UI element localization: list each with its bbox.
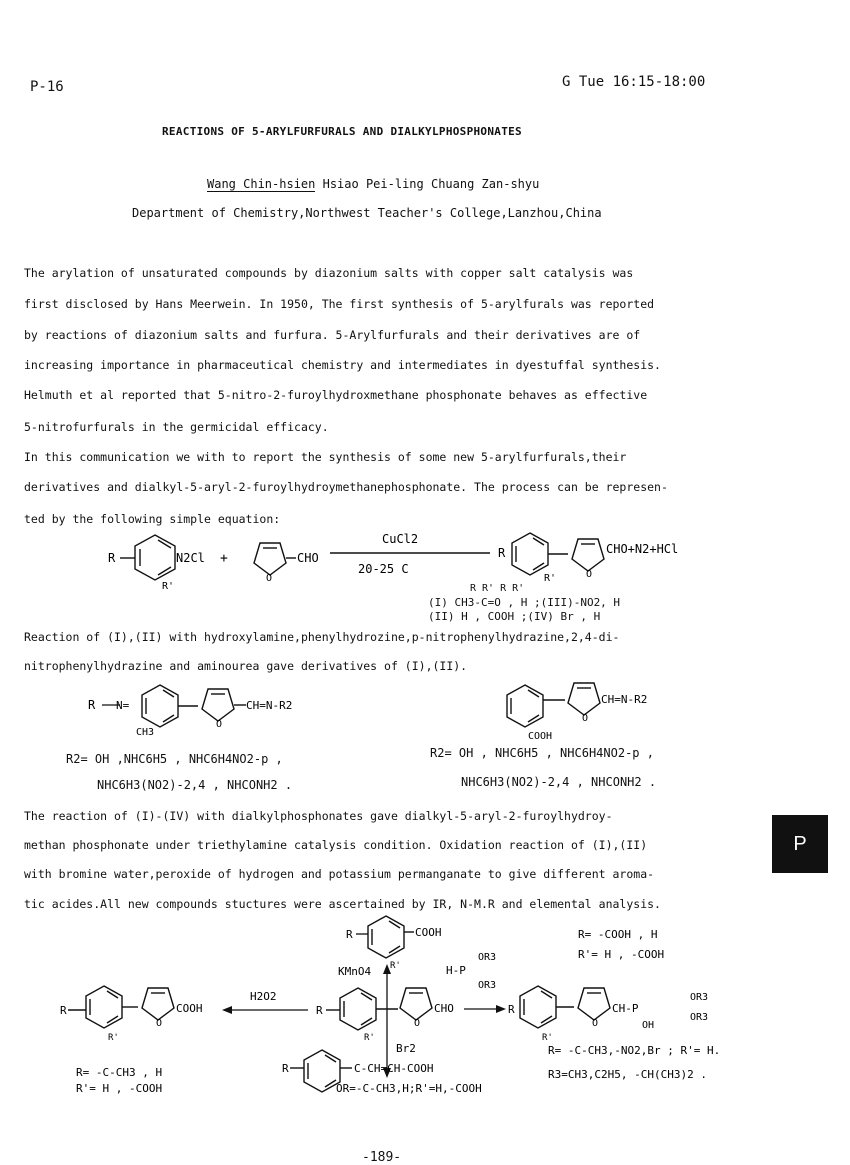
bottom-chain: C-CH=CH-COOH [354,1062,434,1075]
right-chain: CH-P [612,1002,639,1015]
r1-label: R' [162,581,175,592]
svg-text:O: O [582,713,589,724]
svg-text:R: R [316,1004,323,1017]
text-line: The arylation of unsaturated compounds by diazonium salts with copper salt catalysis was [24,266,634,280]
svg-text:R: R [60,1004,67,1017]
diazonium-label: N2Cl [176,551,205,565]
svg-text:R: R [282,1062,289,1075]
session-code: P-16 [30,79,64,95]
derivatives-structures [80,675,780,745]
deriv-left-benzene [142,685,198,727]
svg-text:O: O [156,1018,163,1029]
session-time: G Tue 16:15-18:00 [562,74,706,90]
text-line: methan phosphonate under triethylamine catalysis condition. Oxidation reaction of (I),(II) [24,838,648,852]
product-r: R [498,546,506,560]
product-o: O [586,569,593,580]
deriv-left-r: R [88,698,96,712]
deriv-right-benzene [507,685,565,727]
condition-label: 20-25 C [358,562,409,576]
deriv-right-r2-1: R2= OH , NHC6H5 , NHC6H4NO2-p , [430,746,654,760]
text-line: Reaction of (I),(II) with hydroxylamine,phenylhydrozine,p-nitrophenylhydrazine,2,4-di- [24,630,620,644]
furan-ring-product [572,539,604,571]
left-note-2: R'= H , -COOH [76,1082,163,1095]
presenting-author: Wang Chin-hsien [207,177,316,191]
text-line: The reaction of (I)-(IV) with dialkylphosphonates gave dialkyl-5-aryl-2-furoylhydroy- [24,809,613,823]
br2-label: Br2 [396,1042,416,1055]
svg-text:O: O [592,1018,599,1029]
text-line: derivatives and dialkyl-5-aryl-2-furoylhydroymethanephosphonate. The process can be represen- [24,480,668,494]
section-tab: P [772,815,828,873]
text-line: 5-nitrofurfurals in the germicidal efficacy. [24,420,329,434]
text-line: ted by the following simple equation: [24,512,281,526]
deriv-left-furan [202,689,246,721]
svg-text:R: R [346,928,353,941]
svg-text:R': R' [364,1033,375,1043]
substituent-row-1: (I) CH3-C=O , H ;(III)-NO2, H [428,596,621,609]
left-cooh: COOH [176,1002,203,1015]
or3-top: OR3 [478,952,497,963]
top-cooh: COOH [415,926,442,939]
deriv-left-chain: CH=N-R2 [246,699,293,712]
center-furan [400,988,432,1020]
r-label: R [108,551,116,565]
deriv-left-r2-1: R2= OH ,NHC6H5 , NHC6H4NO2-p , [66,752,283,766]
reaction-scheme [50,912,770,1112]
furan-ring-reactant [254,543,296,575]
left-note-1: R= -C-CH3 , H [76,1066,163,1079]
substituent-table-head: R R' R R' [470,583,525,594]
svg-text:O: O [414,1018,421,1029]
svg-text:R: R [508,1003,515,1016]
right-benzene [520,986,574,1028]
text-line: tic acides.All new compounds stuctures were ascertained by IR, N-M.R and elemental analysis. [24,897,661,911]
text-line: increasing importance in pharmaceutical chemistry and intermediates in dyestuffal synthesis. [24,358,661,372]
benzene-ring-product [512,533,568,575]
co-authors: Hsiao Pei-ling Chuang Zan-shyu [322,177,540,191]
cho-label: CHO [297,551,319,565]
svg-text:R': R' [390,961,401,971]
right-note-2: R3=CH3,C2H5, -CH(CH3)2 . [548,1068,707,1081]
catalyst-label: CuCl2 [382,532,419,546]
deriv-right-furan [568,683,600,715]
text-line: by reactions of diazonium salts and furfura. 5-Arylfurfurals and their derivatives are of [24,328,641,342]
right-or3-top: OR3 [690,992,709,1003]
right-furan [578,988,610,1020]
text-line: nitrophenylhydrazine and aminourea gave derivatives of (I),(II). [24,659,468,673]
center-cho: CHO [434,1002,454,1015]
hp-label: H-P [446,964,466,977]
top-r-note-2: R'= H , -COOH [578,948,665,961]
bottom-note: OR=-C-CH3,H;R'=H,-COOH [336,1082,482,1095]
svg-text:O: O [216,719,223,730]
page-number: -189- [362,1150,402,1165]
svg-text:R': R' [108,1033,119,1043]
or3-bottom: OR3 [478,980,497,991]
deriv-right-chain: CH=N-R2 [601,693,648,706]
deriv-left-r2-2: NHC6H3(NO2)-2,4 , NHCONH2 . [97,778,293,792]
h2o2-label: H2O2 [250,990,277,1003]
top-r-note-1: R= -COOH , H [578,928,658,941]
text-line: Helmuth et al reported that 5-nitro-2-furoylhydroxmethane phosphonate behaves as effective [24,388,648,402]
benzene-ring-reactant [120,535,175,580]
text-line: In this communication we with to report the synthesis of some new 5-arylfurfurals,their [24,450,627,464]
substituent-row-2: (II) H , COOH ;(IV) Br , H [428,610,601,623]
left-furan [142,988,174,1020]
plus-sign: + [220,551,228,566]
furan-o: O [266,573,273,584]
product-r1: R' [544,573,557,584]
paper-title: REACTIONS OF 5-ARYLFURFURALS AND DIALKYLPHOSPHONATES [162,125,522,138]
affiliation: Department of Chemistry,Northwest Teacher's College,Lanzhou,China [132,206,602,220]
text-line: first disclosed by Hans Meerwein. In 1950, The first synthesis of 5-arylfurals was reported [24,297,655,311]
svg-text:R': R' [542,1033,553,1043]
deriv-left-ch3: CH3 [136,727,155,738]
text-line: with bromine water,peroxide of hydrogen and potassium permanganate to give different aroma- [24,867,655,881]
product-formula: CHO+N2+HCl [606,542,679,556]
deriv-right-cooh: COOH [528,731,553,742]
author-line [207,177,539,191]
right-oh: OH [642,1020,655,1031]
top-benzene [368,916,414,958]
left-benzene [68,986,138,1028]
deriv-right-r2-2: NHC6H3(NO2)-2,4 , NHCONH2 . [461,775,657,789]
equation-synthesis [100,525,740,625]
right-or3-bottom: OR3 [690,1012,709,1023]
deriv-left-imine: N= [116,699,130,712]
right-note-1: R= -C-CH3,-NO2,Br ; R'= H. [548,1044,721,1057]
kmno4-label: KMnO4 [338,965,372,978]
